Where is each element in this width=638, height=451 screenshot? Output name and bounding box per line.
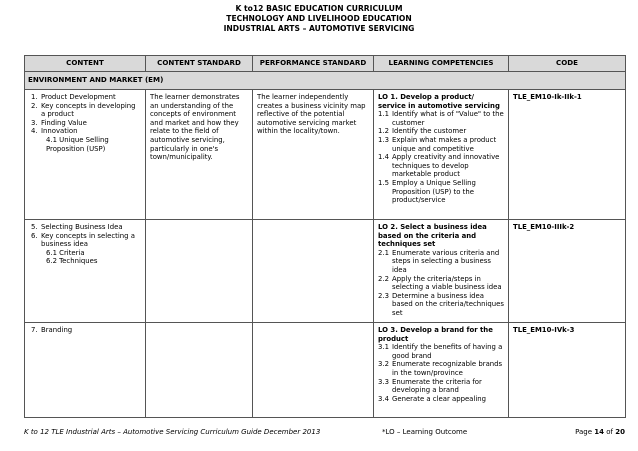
learning-outcome-title: LO 1. Develop a product/ service in automotive servicing xyxy=(378,93,500,110)
col-header-code: CODE xyxy=(509,56,626,72)
footer-lo-note: *LO – Learning Outcome xyxy=(382,428,468,436)
competency-number: 2.2 xyxy=(378,274,389,283)
learning-outcome-title: LO 2. Select a business idea based on the criteria and techniques set xyxy=(378,223,487,249)
competency-item xyxy=(378,395,504,404)
content-item xyxy=(29,257,141,266)
competency-number: 3.1 xyxy=(378,343,389,352)
competency-text: Enumerate recognizable brands in the town/province xyxy=(392,360,503,377)
cell-code: TLE_EM10-IVk-3 xyxy=(509,323,626,418)
cell-performance-standard: The learner independently creates a business vicinity map reflective of the potential automotive servicing market within the locality/town. xyxy=(253,90,374,220)
content-item xyxy=(29,223,141,232)
cell-performance-standard xyxy=(253,323,374,418)
competency-number: 3.2 xyxy=(378,360,389,369)
cell-content-standard xyxy=(146,220,253,323)
competency-text: Enumerate various criteria and steps in selecting a business idea xyxy=(392,248,500,274)
header-line-3: INDUSTRIAL ARTS – AUTOMOTIVE SERVICING xyxy=(223,24,415,33)
section-title: ENVIRONMENT AND MARKET (EM) xyxy=(25,72,626,90)
competency-number: 1.2 xyxy=(378,127,389,136)
competency-number: 1.1 xyxy=(378,110,389,119)
content-item xyxy=(29,249,141,258)
content-item-number: 5. xyxy=(31,223,38,231)
cell-code: TLE_EM10-Ik-IIk-1 xyxy=(509,90,626,220)
competency-item xyxy=(378,136,504,153)
content-item-text: Selecting Business Idea xyxy=(41,223,123,231)
col-header-performance-standard: PERFORMANCE STANDARD xyxy=(253,56,374,72)
content-item-text: Branding xyxy=(41,326,73,334)
competency-item xyxy=(378,249,504,275)
competency-number: 1.5 xyxy=(378,178,389,187)
content-item xyxy=(29,119,141,128)
content-item xyxy=(29,93,141,102)
competency-item xyxy=(378,378,504,395)
cell-content xyxy=(25,323,146,418)
competency-number: 2.1 xyxy=(378,248,389,257)
content-item-text: Key concepts in developing a product xyxy=(41,101,136,119)
competency-text: Identify what is of "Value" to the customer xyxy=(392,110,504,127)
content-item-text: Finding Value xyxy=(41,118,87,127)
content-item-text: 6.1 Criteria xyxy=(46,248,85,257)
content-item-number: 1. xyxy=(31,93,38,101)
competency-item xyxy=(378,127,504,136)
page-total: 20 xyxy=(615,428,625,436)
table-row xyxy=(25,323,626,418)
competency-number: 1.4 xyxy=(378,153,389,162)
content-item-text: Product Development xyxy=(41,93,116,101)
page-of: of xyxy=(606,428,614,436)
competency-text: Enumerate the criteria for developing a brand xyxy=(392,377,482,395)
cell-learning-competencies xyxy=(374,90,509,220)
content-item-text: Key concepts in selecting a business idea xyxy=(41,231,135,249)
cell-learning-competencies xyxy=(374,220,509,323)
header-line-2: TECHNOLOGY AND LIVELIHOOD EDUCATION xyxy=(226,14,412,23)
table-header-row xyxy=(25,56,626,72)
learning-outcome-title: LO 3. Develop a brand for the product xyxy=(378,326,493,343)
cell-content-standard xyxy=(146,323,253,418)
col-header-content: CONTENT xyxy=(25,56,146,72)
header-line-1: K to12 BASIC EDUCATION CURRICULUM xyxy=(235,4,403,13)
competency-number: 3.3 xyxy=(378,377,389,386)
content-item xyxy=(29,326,141,335)
curriculum-table xyxy=(24,55,626,418)
content-item-number: 4. xyxy=(31,127,38,136)
competency-item xyxy=(378,153,504,179)
competency-text: Generate a clear appealing xyxy=(392,394,486,403)
competency-text: Identify the benefits of having a good brand xyxy=(392,343,503,360)
cell-content xyxy=(25,90,146,220)
competency-number: 1.3 xyxy=(378,135,389,144)
content-item-number: 7. xyxy=(31,326,38,334)
competency-number: 3.4 xyxy=(378,394,389,403)
competency-item xyxy=(378,360,504,377)
footer-page-number xyxy=(575,428,625,436)
content-item xyxy=(29,102,141,119)
content-item xyxy=(29,136,141,153)
content-item-text: 6.2 Techniques xyxy=(46,257,98,266)
competency-item xyxy=(378,292,504,318)
competency-number: 2.3 xyxy=(378,291,389,300)
content-item-number: 6. xyxy=(31,231,38,240)
content-item xyxy=(29,232,141,249)
cell-code: TLE_EM10-IIIk-2 xyxy=(509,220,626,323)
competency-item xyxy=(378,275,504,292)
col-header-learning-competencies: LEARNING COMPETENCIES xyxy=(374,56,509,72)
competency-item xyxy=(378,179,504,205)
cell-learning-competencies xyxy=(374,323,509,418)
cell-performance-standard xyxy=(253,220,374,323)
content-item-number: 2. xyxy=(31,101,38,110)
content-item-text: Innovation xyxy=(41,127,78,136)
competency-text: Explain what makes a product unique and competitive xyxy=(392,135,497,153)
competency-item xyxy=(378,343,504,360)
cell-content xyxy=(25,220,146,323)
competency-text: Determine a business idea based on the criteria/techniques set xyxy=(392,291,504,317)
content-item-text: 4.1 Unique Selling Proposition (USP) xyxy=(46,135,109,153)
competency-text: Identify the customer xyxy=(392,127,467,136)
competency-text: Apply creativity and innovative techniques to develop marketable product xyxy=(392,153,500,179)
section-row xyxy=(25,72,626,90)
competency-text: Apply the criteria/steps in selecting a viable business idea xyxy=(392,274,502,292)
content-item-number: 3. xyxy=(31,118,38,127)
col-header-content-standard: CONTENT STANDARD xyxy=(146,56,253,72)
competency-item xyxy=(378,110,504,127)
page-current: 14 xyxy=(594,428,605,436)
page-label: Page xyxy=(575,428,593,436)
competency-text: Employ a Unique Selling Proposition (USP) to the product/service xyxy=(392,178,476,205)
table-row xyxy=(25,90,626,220)
footer-guide-title: K to 12 TLE Industrial Arts – Automotive Servicing Curriculum Guide December 2013 xyxy=(24,428,321,436)
table-row xyxy=(25,220,626,323)
document-header xyxy=(0,4,638,34)
content-item xyxy=(29,127,141,136)
cell-content-standard: The learner demonstrates an understanding of the concepts of environment and market and how they relate to the field of automotive servicing, particularly in one's town/municipality. xyxy=(146,90,253,220)
